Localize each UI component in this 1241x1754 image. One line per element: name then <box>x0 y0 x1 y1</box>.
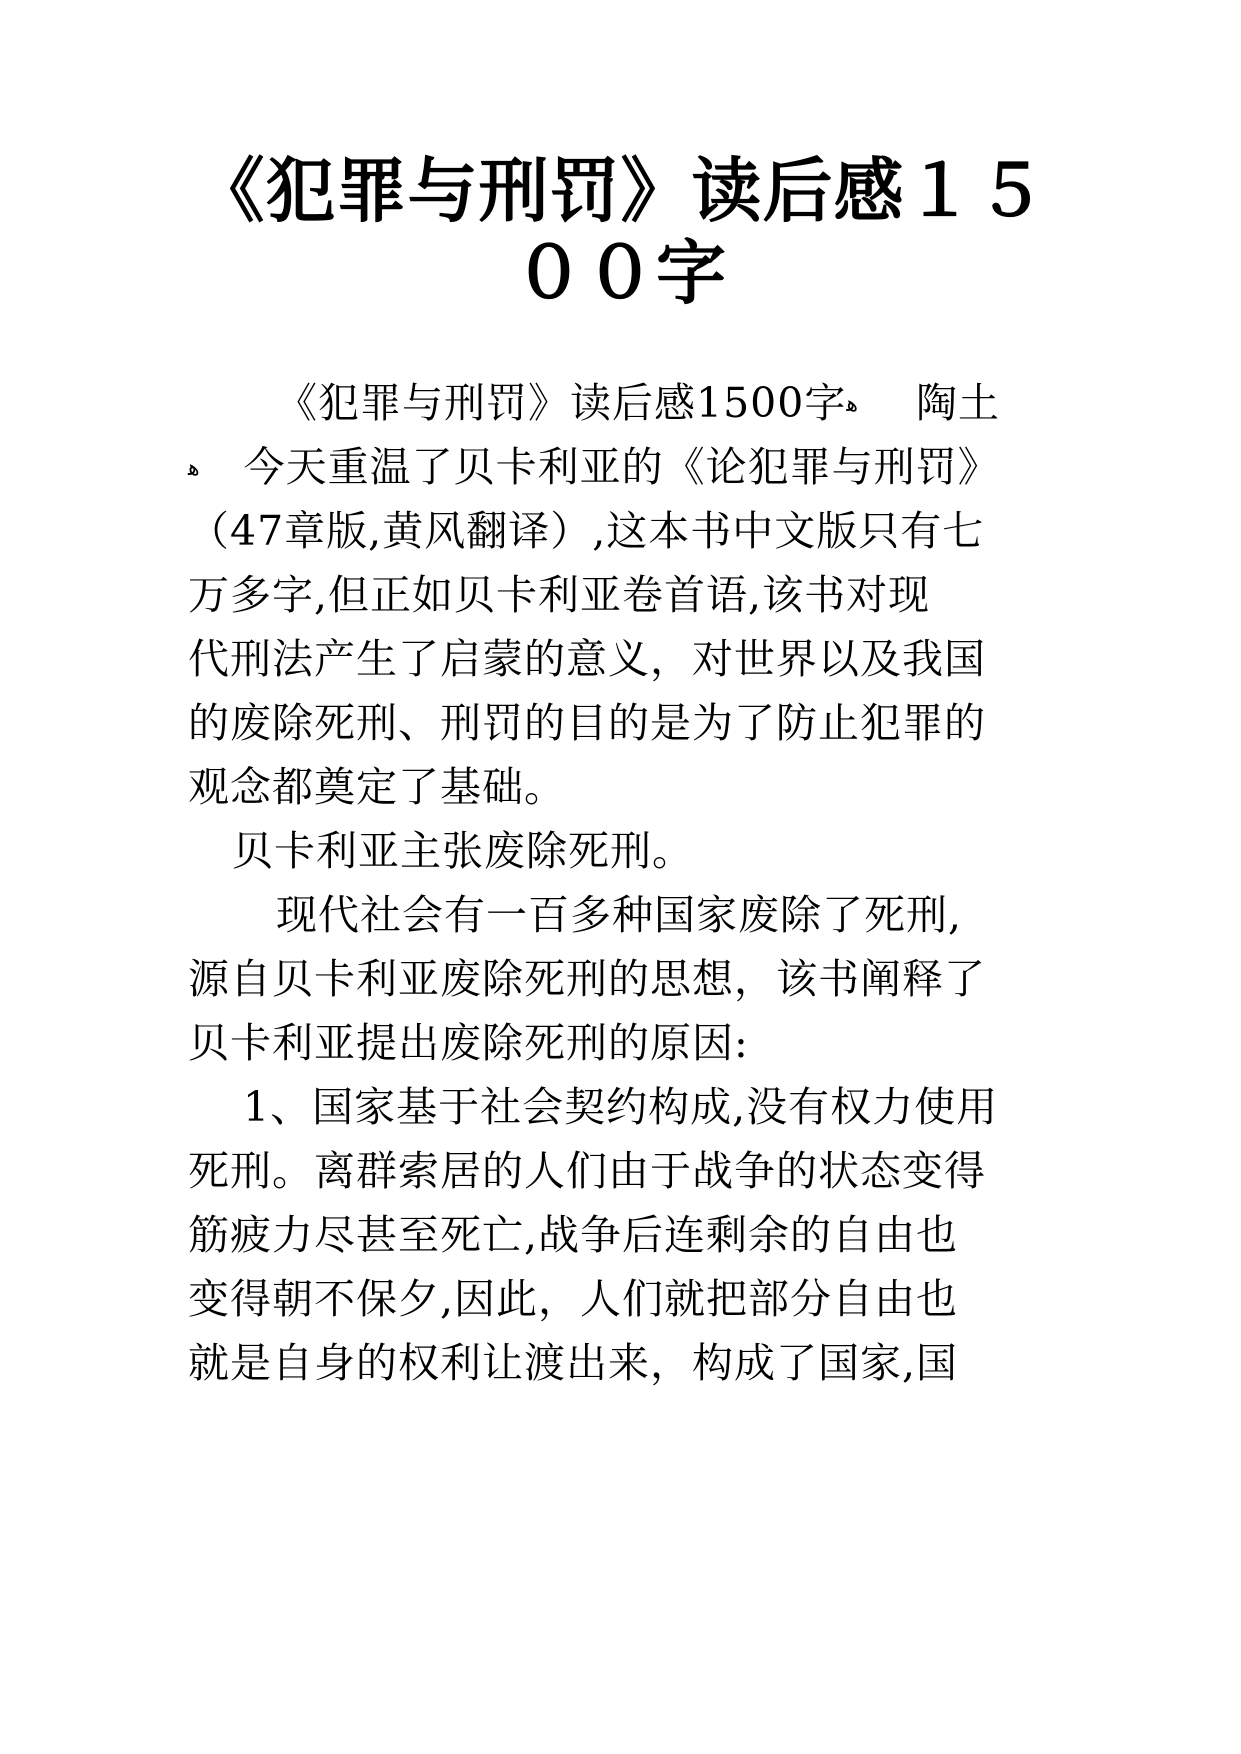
body-line <box>188 442 1000 494</box>
title-line-2: ００字 <box>514 232 727 314</box>
body-line: 代刑法产生了启蒙的意义，对世界以及我国 <box>188 635 986 683</box>
title-line-1: 《犯罪与刑罚》读后感１５ <box>194 150 1047 232</box>
body-line: 贝卡利亚主张废除死刑。 <box>232 827 694 875</box>
page-title <box>0 150 1241 314</box>
body-line: 就是自身的权利让渡出来，构成了国家,国 <box>188 1339 959 1387</box>
body-line <box>276 378 1000 430</box>
body-line: 的废除死刑、刑罚的目的是为了防止犯罪的 <box>188 699 986 747</box>
paragraph-mark: ﻫ <box>188 456 200 481</box>
body-line: 筋疲力尽甚至死亡,战争后连剩余的自由也 <box>188 1211 959 1259</box>
body-line: 变得朝不保夕,因此，人们就把部分自由也 <box>188 1275 959 1323</box>
body-line: 贝卡利亚提出废除死刑的原因: <box>188 1019 749 1067</box>
body-line: （47章版,黄风翻译）,这本书中文版只有七 <box>188 507 985 555</box>
body-line-text: 《犯罪与刑罚》读后感1500字 <box>276 379 847 427</box>
author-name: 陶土 <box>915 379 1000 427</box>
body-line: 死刑。离群索居的人们由于战争的状态变得 <box>188 1147 986 1195</box>
body-line: 1、国家基于社会契约构成,没有权力使用 <box>243 1083 999 1131</box>
body-line: 观念都奠定了基础。 <box>188 763 566 811</box>
paragraph-mark: ﻫ <box>846 392 858 417</box>
body-line: 万多字,但正如贝卡利亚卷首语,该书对现 <box>188 571 931 619</box>
body-line-text: 今天重温了贝卡利亚的《论犯罪与刑罚》 <box>243 443 1000 491</box>
body-line: 源自贝卡利亚废除死刑的思想，该书阐释了 <box>188 955 986 1003</box>
body-line: 现代社会有一百多种国家废除了死刑, <box>276 891 963 939</box>
